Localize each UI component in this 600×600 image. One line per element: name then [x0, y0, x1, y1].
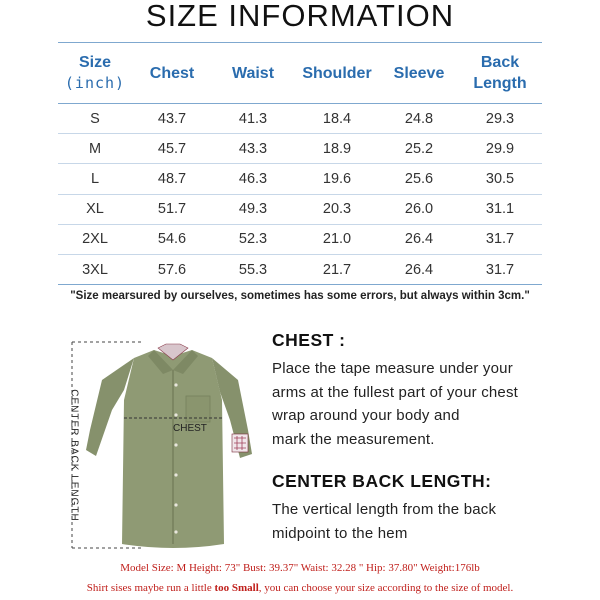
chest-section	[272, 330, 592, 451]
back-length-section	[272, 471, 592, 545]
cell-shoulder: 18.4	[294, 104, 380, 134]
back-length-line: midpoint to the hem	[272, 524, 408, 542]
cell-chest: 57.6	[132, 254, 212, 284]
cell-back-length: 29.3	[458, 104, 542, 134]
cell-chest: 45.7	[132, 134, 212, 164]
table-row	[58, 104, 542, 134]
center-back-length-label: CENTER BACK LENGTH	[68, 389, 80, 522]
header-chest: Chest	[132, 43, 212, 104]
cell-back-length: 29.9	[458, 134, 542, 164]
table-row	[58, 164, 542, 194]
cell-sleeve: 25.6	[380, 164, 458, 194]
chest-line: wrap around your body and	[272, 407, 460, 424]
table-row	[58, 134, 542, 164]
header-size-unit: (inch)	[64, 74, 126, 92]
cell-waist: 43.3	[212, 134, 294, 164]
cell-back-length: 31.7	[458, 224, 542, 254]
cell-back-length: 31.7	[458, 254, 542, 284]
cell-sleeve: 26.4	[380, 224, 458, 254]
cell-shoulder: 21.7	[294, 254, 380, 284]
back-length-heading: CENTER BACK LENGTH:	[272, 471, 492, 491]
cell-waist: 49.3	[212, 194, 294, 224]
page-title: SIZE INFORMATION	[145, 0, 455, 33]
cell-size: L	[58, 164, 132, 194]
cell-sleeve: 26.4	[380, 254, 458, 284]
size-advice	[0, 582, 600, 594]
back-length-line: The vertical length from the back	[272, 501, 497, 518]
table-header-row	[58, 43, 542, 104]
header-size	[58, 43, 132, 104]
chest-line: arms at the fullest part of your chest	[272, 383, 519, 401]
cell-size: S	[58, 104, 132, 134]
cell-shoulder: 20.3	[294, 194, 380, 224]
header-back-line2: Length	[473, 75, 527, 92]
table-row	[58, 224, 542, 254]
cell-waist: 52.3	[212, 224, 294, 254]
table-row	[58, 194, 542, 224]
measurement-note: "Size mearsured by ourselves, sometimes has some errors, but always within 3cm."	[70, 290, 530, 302]
cell-waist: 55.3	[212, 254, 294, 284]
model-info: Model Size: M Height: 73" Bust: 39.37" Waist: 32.28 " Hip: 37.80" Weight:176lb	[120, 562, 480, 574]
header-size-label: Size	[78, 54, 111, 71]
size-advice-text: Shirt sises maybe run a little	[86, 582, 215, 594]
cell-size: XL	[58, 194, 132, 224]
header-back-length	[458, 43, 542, 104]
header-sleeve: Sleeve	[380, 43, 458, 104]
cell-size: 3XL	[58, 254, 132, 284]
chest-heading: CHEST :	[272, 330, 346, 350]
cell-sleeve: 26.0	[380, 194, 458, 224]
chest-label: CHEST	[173, 423, 207, 434]
chest-line: Place the tape measure under your	[272, 360, 513, 377]
cell-chest: 48.7	[132, 164, 212, 194]
header-waist: Waist	[212, 43, 294, 104]
cell-back-length: 30.5	[458, 164, 542, 194]
header-back-line1: Back	[480, 54, 520, 71]
cell-waist: 41.3	[212, 104, 294, 134]
size-advice-emphasis: too Small	[214, 582, 259, 594]
cell-shoulder: 19.6	[294, 164, 380, 194]
table-row	[58, 254, 542, 284]
cell-shoulder: 21.0	[294, 224, 380, 254]
cell-size: 2XL	[58, 224, 132, 254]
cell-back-length: 31.1	[458, 194, 542, 224]
header-shoulder: Shoulder	[294, 43, 380, 104]
cell-chest: 54.6	[132, 224, 212, 254]
shirt-illustration	[62, 330, 267, 558]
cell-chest: 43.7	[132, 104, 212, 134]
size-chart-table	[58, 42, 542, 285]
cell-waist: 46.3	[212, 164, 294, 194]
cell-sleeve: 25.2	[380, 134, 458, 164]
cell-size: M	[58, 134, 132, 164]
shirt-figure	[62, 330, 267, 558]
chest-line: mark the measurement.	[272, 430, 435, 448]
cell-shoulder: 18.9	[294, 134, 380, 164]
cell-chest: 51.7	[132, 194, 212, 224]
cell-sleeve: 24.8	[380, 104, 458, 134]
size-advice-text-end: , you can choose your size according to the size of model.	[258, 582, 514, 594]
